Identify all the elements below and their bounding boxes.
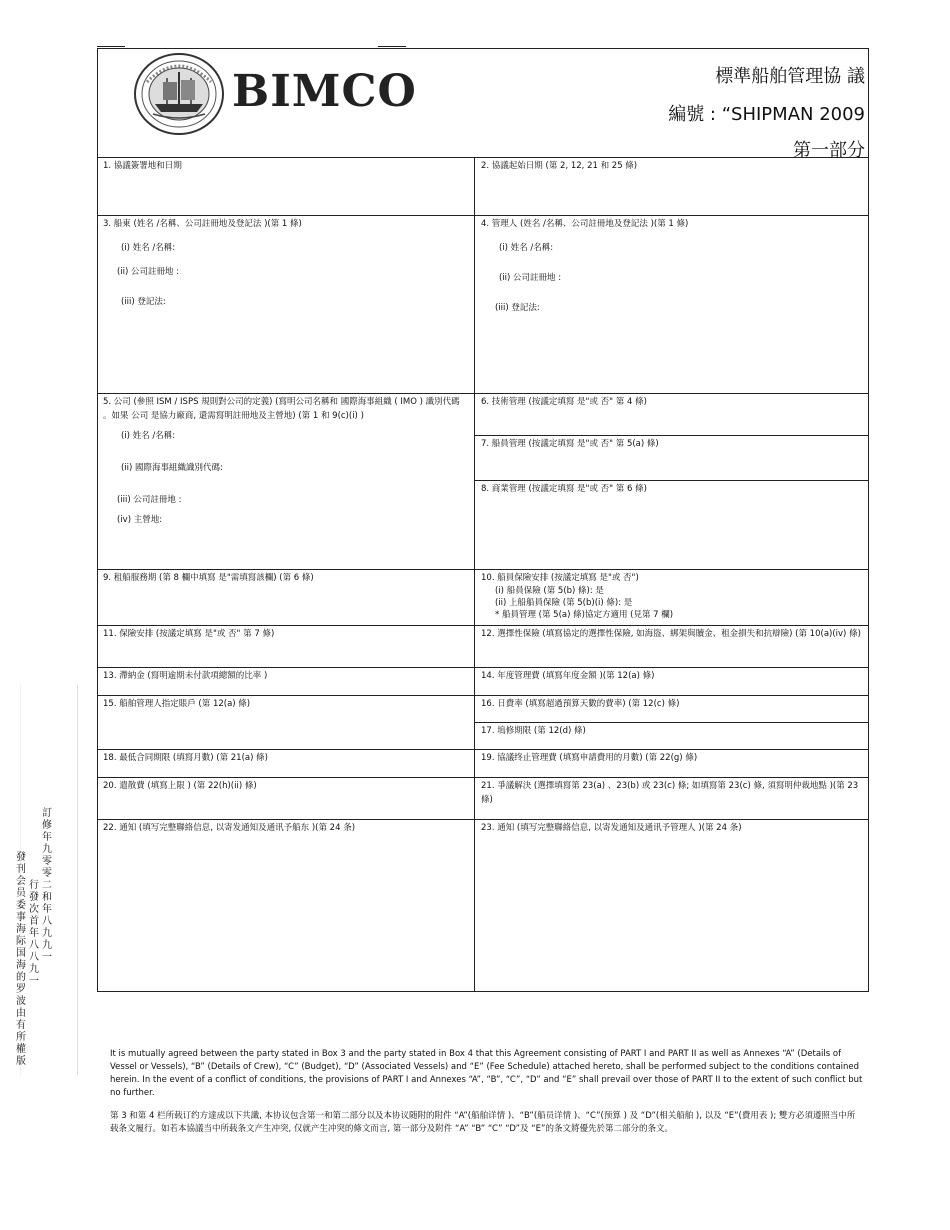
box-13[interactable] xyxy=(97,667,474,695)
box-15[interactable] xyxy=(97,695,474,749)
box-label: 1. 協議簽署地和日期 xyxy=(103,161,182,171)
box-label: 9. 租船服務期 (第 8 欄中填寫 是"需填寫該欄) (第 6 條) xyxy=(103,573,314,583)
box-label: 19. 協議终止管理費 (填寫申請費用的月數) (第 22(g) 條) xyxy=(481,753,698,763)
box-label: 18. 最低合同期限 (填寫月數) (第 21(a) 條) xyxy=(103,753,268,763)
box-label: 13. 滯納金 (寫明逾期未付款項總額的比率 ) xyxy=(103,671,268,681)
box-4[interactable] xyxy=(475,215,869,393)
box-5[interactable] xyxy=(97,393,474,569)
document-code: 編號 : “SHIPMAN 2009 xyxy=(668,104,865,125)
box-label: 8. 商業管理 (按議定填寫 是"或 否" 第 6 條) xyxy=(481,484,647,494)
agreement-text-chinese: 第 3 和第 4 栏所载订约方達成以下共識, 本协议包含第一和第二部分以及本协议随附的附件 “A”(船舶详情 )、“B”(船员详情 )、“C”(预算 ) 及 “D”(相关船舶 ), 以及 “E”(費用表 ); 雙方必須遵照当中所载条文履行。如若本協議当中所载条文产生冲突, 仅就产生冲突的條文而言, 第一部分及附件 “A” “B” “C” “D”及 “E”的条文將優先於第二部分的条文。 xyxy=(110,1111,856,1134)
box-1[interactable] xyxy=(97,157,474,215)
box-7[interactable] xyxy=(475,435,869,480)
box-19[interactable] xyxy=(475,749,869,777)
box-sub-item: (i) 姓名 /名稱: xyxy=(499,243,554,253)
box-11[interactable] xyxy=(97,625,474,667)
box-label: 21. 爭議解決 (選擇填寫第 23(a) 、23(b) 或 23(c) 條; 如填寫第 23(c) 條, 須寫明仲裁地點 )(第 23 條) xyxy=(481,781,859,805)
box-label: 15. 船舶管理人指定賬戶 (第 12(a) 條) xyxy=(103,699,251,709)
box-label: 4. 管理人 (姓名 /名稱、公司註冊地及登記法 )(第 1 條) xyxy=(481,219,689,229)
box-sub-item: (i) 船員保險 (第 5(b) 條): 是 xyxy=(495,586,604,596)
box-label: 14. 年度管理費 (填寫年度金額 )(第 12(a) 條) xyxy=(481,671,655,681)
box-label: 22. 通知 (填写完整聯絡信息, 以寄发通知及通讯予船东 )(第 24 条) xyxy=(103,823,356,833)
document-title: 標準船舶管理協 議 xyxy=(715,66,865,87)
bimco-wordmark: BIMCO xyxy=(232,66,417,117)
box-label: 3. 船東 (姓名 /名稱、公司註冊地及登記法 )(第 1 條) xyxy=(103,219,302,229)
margin-text-revision: 訂修年九零零二和年八九九一 xyxy=(42,808,52,963)
box-sub-item: (ii) 國際海事組織識別代碼: xyxy=(121,463,223,473)
box-20[interactable] xyxy=(97,777,474,819)
corner-mark-left xyxy=(97,46,125,47)
box-18[interactable] xyxy=(97,749,474,777)
box-label: 5. 公司 (參照 ISM / ISPS 規則對公司的定義) (寫明公司名稱和 國際海事組織 ( IMO ) 識別代碼 。如果 公司 是協力廠商, 還需寫明註冊地及主營地) (第 1 和 9(c)(i) ) xyxy=(103,397,460,421)
box-sub-item: (ii) 公司註冊地 : xyxy=(117,267,180,277)
box-label: 11. 保險安排 (按議定填寫 是"或 否" 第 7 條) xyxy=(103,629,275,639)
margin-text-first-issue: 行發次首年八八九一 xyxy=(29,880,39,987)
box-2[interactable] xyxy=(475,157,869,215)
box-label: 12. 選擇性保險 (填寫協定的選擇性保險, 如海盜、綁架與贖金、租金損失和抗辯險) (第 10(a)(iv) 條) xyxy=(481,629,861,639)
box-sub-item: (ii) 公司註冊地 : xyxy=(499,273,562,283)
box-12[interactable] xyxy=(475,625,869,667)
box-sub-item: (i) 姓名 /名稱: xyxy=(121,243,176,253)
box-sub-item: (i) 姓名 /名稱: xyxy=(121,431,176,441)
box-label: 17. 塢修期限 (第 12(d) 條) xyxy=(481,726,586,736)
box-16[interactable] xyxy=(475,695,869,722)
box-17[interactable] xyxy=(475,722,869,749)
box-sub-item: (ii) 上船船員保險 (第 5(b)(i) 條): 是 xyxy=(495,598,633,608)
box-3[interactable] xyxy=(97,215,474,393)
box-sub-item: (iii) 登記法: xyxy=(121,297,166,307)
box-sub-item: (iv) 主營地: xyxy=(117,515,163,525)
box-6[interactable] xyxy=(475,393,869,435)
box-sub-item: (iii) 登記法: xyxy=(495,303,540,313)
corner-mark-right xyxy=(378,46,406,47)
box-10[interactable] xyxy=(475,569,869,625)
box-label: 20. 遣散費 (填寫上限 ) (第 22(h)(ii) 條) xyxy=(103,781,257,791)
box-14[interactable] xyxy=(475,667,869,695)
box-23[interactable] xyxy=(475,819,869,992)
box-label: 6. 技術管理 (按議定填寫 是"或 否" 第 4 條) xyxy=(481,397,647,407)
box-label: 10. 船員保險安排 (按議定填寫 是"或 否") xyxy=(481,573,639,583)
box-sub-item: (iii) 公司註冊地 : xyxy=(117,495,182,505)
box-sub-item: * 船員管理 (第 5(a) 條)協定方適用 (見第 7 欄) xyxy=(495,610,674,620)
box-9[interactable] xyxy=(97,569,474,625)
margin-text-copyright: 發刊会员委事海际国海的罗波由有所權版 xyxy=(16,852,26,1067)
box-label: 2. 協議起始日期 (第 2, 12, 21 和 25 條) xyxy=(481,161,638,171)
agreement-text-english: It is mutually agreed between the party stated in Box 3 and the party stated in Box 4 that this Agreement consisting of PART I and PART II as well as Annexes “A” (Details of Vessel or Vessels), “B” (Details of Crew), “C” (Budget), “D” (Associated Vessels) and “E” (Fee Schedule) attached hereto, shall be performed subject to the conditions contained herein. In the event of a conflict of conditions, the provisions of PART I and Annexes “A”, “B”, “C”, “D” and “E” shall prevail over those of PART II to the extent of such conflict but no further. xyxy=(110,1049,863,1098)
box-label: 7. 船員管理 (按議定填寫 是"或 否" 第 5(a) 條) xyxy=(481,439,659,449)
box-8[interactable] xyxy=(475,480,869,569)
box-21[interactable] xyxy=(475,777,869,819)
box-22[interactable] xyxy=(97,819,474,992)
box-label: 23. 通知 (填写完整聯絡信息, 以寄发通知及通讯予管理人 )(第 24 条) xyxy=(481,823,742,833)
box-label: 16. 日費率 (填寫超過預算天數的費率) (第 12(c) 條) xyxy=(481,699,680,709)
part-label: 第一部分 xyxy=(793,140,865,161)
